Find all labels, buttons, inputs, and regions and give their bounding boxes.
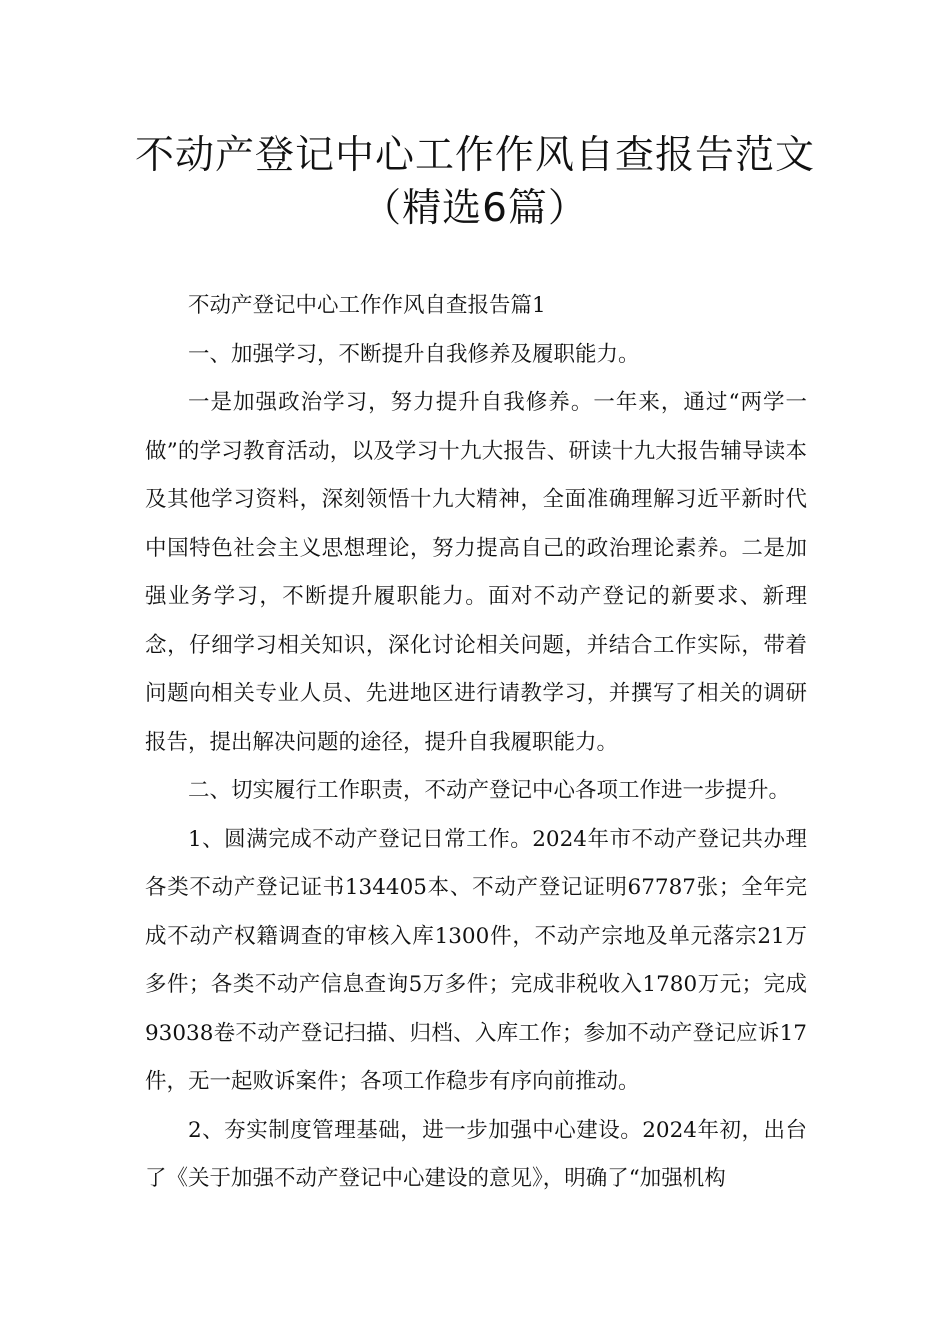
- section-heading: 不动产登记中心工作作风自查报告篇1: [188, 293, 546, 318]
- paragraph: 1、圆满完成不动产登记日常工作。2024年市不动产登记共办理各类不动产登记证书134405本、不动产登记证明67787张；全年完成不动产权籍调查的审核入库1300件，不动产宗地及单元落宗21万多件；各类不动产信息查询5万多件；完成非税收入1780万元；完成93038卷不动产登记扫描、归档、入库工作；参加不动产登记应诉17件，无一起败诉案件；各项工作稳步有序向前推动。: [145, 826, 807, 1094]
- document-title: 不动产登记中心工作作风自查报告范文: [134, 133, 815, 178]
- paragraph: 一是加强政治学习，努力提升自我修养。一年来，通过“两学一做”的学习教育活动，以及学习十九大报告、研读十九大报告辅导读本及其他学习资料，深刻领悟十九大精神，全面准确理解习近平新时代中国特色社会主义思想理论，努力提高自己的政治理论素养。二是加强业务学习，不断提升履职能力。面对不动产登记的新要求、新理念，仔细学习相关知识，深化讨论相关问题，并结合工作实际，带着问题向相关专业人员、先进地区进行请教学习，并撰写了相关的调研报告，提出解决问题的途径，提升自我履职能力。: [145, 390, 807, 755]
- paragraph: 2、夯实制度管理基础，进一步加强中心建设。2024年初，出台了《关于加强不动产登记中心建设的意见》，明确了“加强机构: [145, 1117, 807, 1191]
- paragraph-heading: 二、切实履行工作职责，不动产登记中心各项工作进一步提升。: [188, 778, 791, 803]
- document-subtitle: （精选6篇）: [362, 186, 588, 231]
- document-body: [145, 282, 807, 1204]
- paragraph-heading: 一、加强学习，不断提升自我修养及履职能力。: [188, 341, 640, 367]
